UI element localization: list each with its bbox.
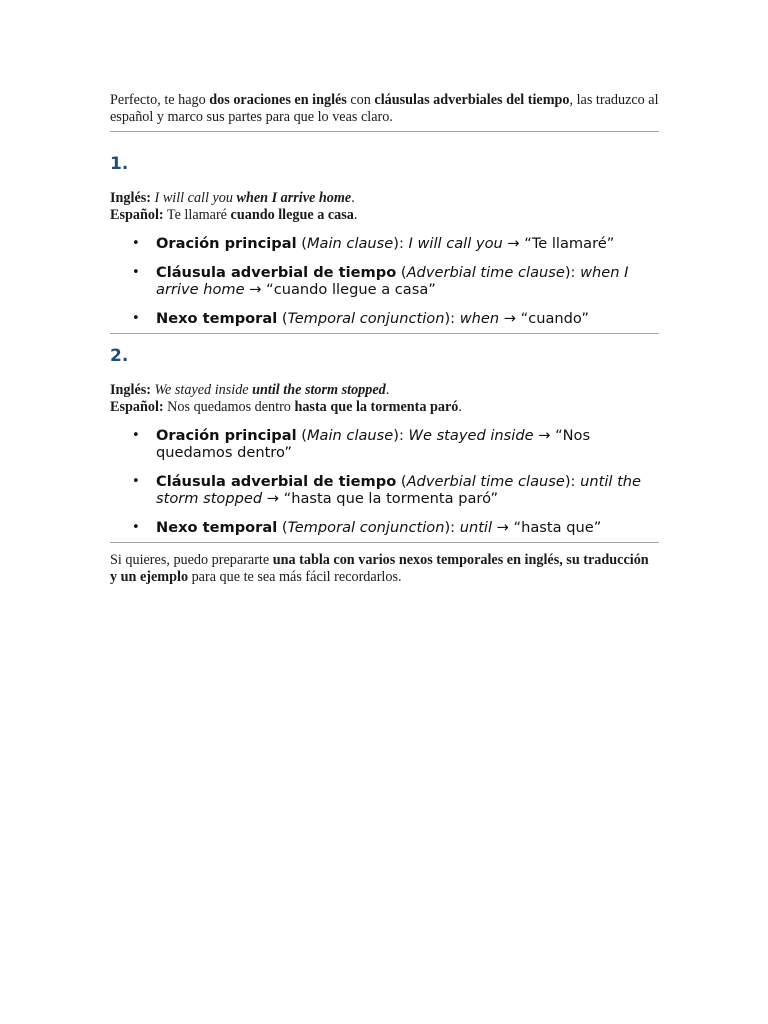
example-sentences: Inglés: I will call you when I arrive home. Español: Te llamaré cuando llegue a casa.: [110, 190, 358, 223]
divider: [110, 131, 659, 132]
spanish-sentence: Te llamaré: [163, 206, 231, 223]
intro-text-3: , las traduzco al español y marco sus partes para que lo veas claro.: [110, 92, 659, 125]
document-content: [110, 92, 659, 585]
intro-paragraph: [110, 92, 659, 125]
list-item: • Oración principal (Main clause): I will call you → “Te llamaré”: [132, 235, 615, 252]
intro-bold-1: dos oraciones en inglés: [209, 92, 347, 108]
spanish-sentence: Nos quedamos dentro: [163, 398, 295, 415]
spanish-label: Español:: [110, 398, 164, 415]
bullet-icon: •: [132, 236, 140, 251]
bullet-icon: •: [132, 265, 140, 280]
closing-paragraph: Si quieres, puedo prepararte una tabla con varios nexos temporales en inglés, su traducción y un ejemplo para que te sea más fácil recordarlos.: [110, 552, 649, 585]
english-sentence: We stayed inside until the storm stopped: [154, 382, 386, 398]
intro-text-2: con: [346, 92, 375, 108]
example-number: 2.: [110, 346, 129, 366]
bullet-icon: •: [132, 474, 140, 489]
list-item: • Oración principal (Main clause): We stayed inside → “Nos quedamos dentro”: [132, 427, 591, 461]
intro-bold-2: cláusulas adverbiales del tiempo: [374, 92, 570, 108]
list-item: • Nexo temporal (Temporal conjunction): until → “hasta que”: [132, 519, 602, 536]
example-1: [110, 154, 659, 327]
list-item: • Nexo temporal (Temporal conjunction): when → “cuando”: [132, 310, 589, 327]
example-2: [110, 346, 659, 536]
bullet-icon: •: [132, 311, 140, 326]
spanish-label: Español:: [110, 206, 164, 223]
parts-list: [110, 427, 659, 536]
bullet-icon: •: [132, 520, 140, 535]
english-sentence: I will call you when I arrive home: [154, 190, 352, 206]
english-label: Inglés:: [110, 382, 151, 398]
example-number: 1.: [110, 154, 129, 174]
divider: [110, 333, 659, 334]
bullet-icon: •: [132, 428, 140, 443]
parts-list: [110, 235, 659, 327]
example-sentences: Inglés: We stayed inside until the storm stopped. Español: Nos quedamos dentro hasta que la tormenta paró.: [110, 382, 462, 415]
list-item: • Cláusula adverbial de tiempo (Adverbial time clause): until the storm stopped → “hasta que la tormenta paró”: [132, 473, 642, 507]
divider: [110, 542, 659, 543]
english-label: Inglés:: [110, 190, 151, 206]
intro-text: Perfecto, te hago: [110, 92, 210, 108]
list-item: • Cláusula adverbial de tiempo (Adverbial time clause): when I arrive home → “cuando llegue a casa”: [132, 264, 629, 298]
